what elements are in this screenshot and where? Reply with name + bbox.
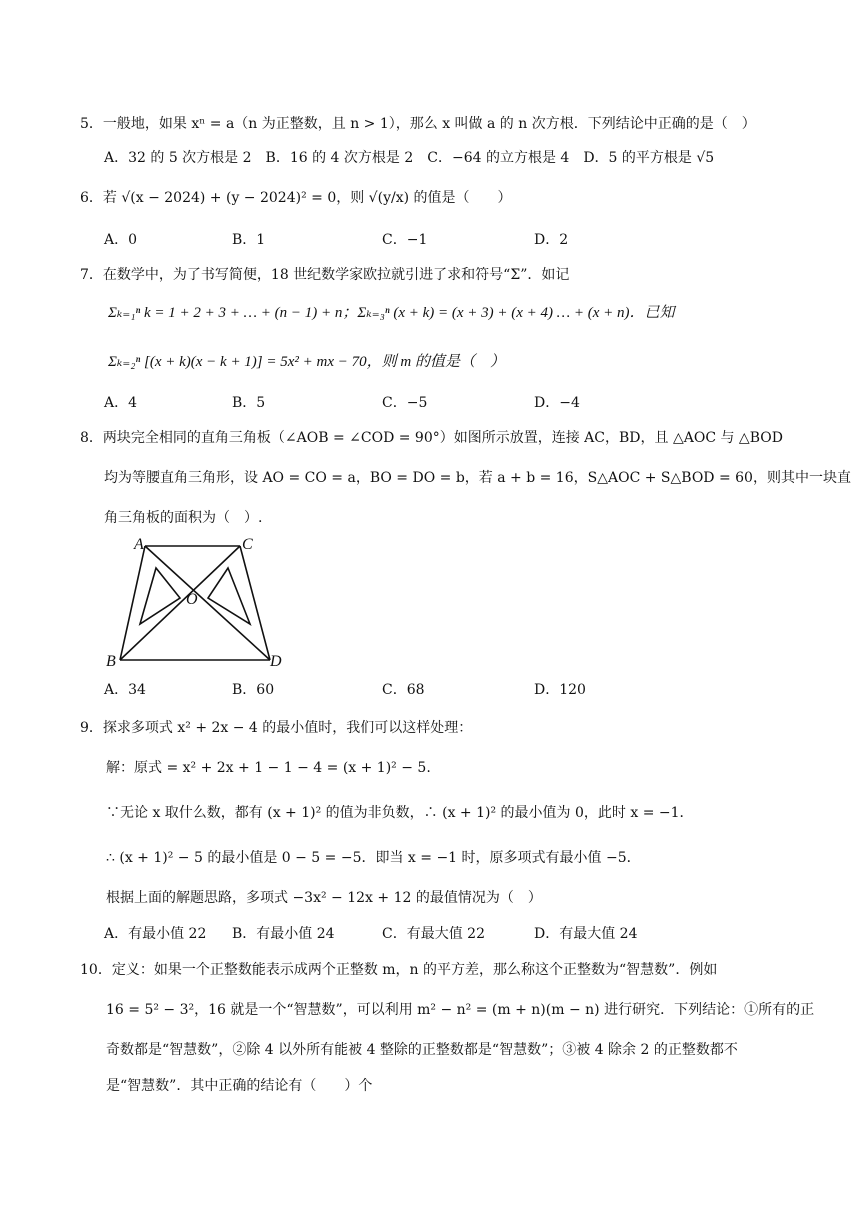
q10-stem: 10．定义：如果一个正整数能表示成两个正整数 m，n 的平方差，那么称这个正整数为“智慧数”．例如 (80, 962, 718, 978)
q7-option-d: D．−4 (534, 395, 580, 411)
q8-option-d: D．120 (534, 682, 586, 698)
q7-formula-1: Σₖ₌₁ⁿ k = 1 + 2 + 3 + … + (n − 1) + n；Σₖ₌₃ⁿ (x + k) = (x + 3) + (x + 4) … + (x + n)．已知 (108, 305, 675, 321)
left-triangle-hole (140, 568, 180, 624)
q7-option-a: A．4 (104, 395, 138, 411)
q9-option-a: A．有最小值 22 (104, 926, 207, 942)
label-a: A (134, 536, 144, 553)
q9-solution-2: ∵无论 x 取什么数，都有 (x + 1)² 的值为非负数，∴ (x + 1)² 的最小值为 0，此时 x = −1． (106, 805, 694, 821)
q9-option-d: D．有最大值 24 (534, 926, 638, 942)
q10-line-3: 奇数都是“智慧数”，②除 4 以外所有能被 4 整除的正整数都是“智慧数”；③被 4 除余 2 的正整数都不 (106, 1042, 738, 1058)
label-d: D (270, 653, 282, 670)
q10-line-2: 16 = 5² − 3²，16 就是一个“智慧数”，可以利用 m² − n² = (m + n)(m − n) 进行研究．下列结论：①所有的正 (106, 1002, 815, 1018)
line-ab (120, 546, 145, 660)
q10-line-4: 是“智慧数”．其中正确的结论有（ ）个 (106, 1078, 373, 1094)
q8-stem: 8．两块完全相同的直角三角板（∠AOB = ∠COD = 90°）如图所示放置，连接 AC，BD，且 △AOC 与 △BOD (80, 430, 783, 446)
label-c: C (242, 536, 253, 553)
q9-option-b: B．有最小值 24 (232, 926, 335, 942)
q5-stem: 5．一般地，如果 xⁿ = a（n 为正整数，且 n > 1），那么 x 叫做 a 的 n 次方根．下列结论中正确的是（ ） (80, 116, 756, 132)
q7-option-b: B．5 (232, 395, 266, 411)
q9-stem: 9．探求多项式 x² + 2x − 4 的最小值时，我们可以这样处理： (80, 720, 473, 736)
q8-line-2: 均为等腰直角三角形，设 AO = CO = a，BO = DO = b，若 a + b = 16，S△AOC + S△BOD = 60，则其中一块直 (104, 470, 851, 486)
label-b: B (106, 653, 116, 670)
right-triangle-hole (208, 568, 250, 624)
q9-solution-1: 解：原式 = x² + 2x + 1 − 1 − 4 = (x + 1)² − 5. (106, 760, 431, 776)
q6-option-d: D．2 (534, 232, 569, 248)
q6-option-a: A．0 (104, 232, 138, 248)
line-ad (145, 546, 270, 660)
q9-solution-4: 根据上面的解题思路，多项式 −3x² − 12x + 12 的最值情况为（ ） (106, 890, 542, 906)
q8-option-a: A．34 (104, 682, 146, 698)
q8-option-c: C．68 (382, 682, 425, 698)
line-cb (120, 546, 240, 660)
q5-options: A．32 的 5 次方根是 2 B．16 的 4 次方根是 2 C．−64 的立方根是 4 D．5 的平方根是 √5 (104, 150, 715, 166)
q8-triangle-figure (100, 532, 300, 672)
q6-option-b: B．1 (232, 232, 266, 248)
q7-formula-2: Σₖ₌₂ⁿ [(x + k)(x − k + 1)] = 5x² + mx − 70，则 m 的值是（ ） (108, 354, 505, 370)
q9-solution-3: ∴ (x + 1)² − 5 的最小值是 0 − 5 = −5．即当 x = −1 时，原多项式有最小值 −5． (106, 850, 641, 866)
q8-option-b: B．60 (232, 682, 275, 698)
q6-option-c: C．−1 (382, 232, 428, 248)
q8-line-3: 角三角板的面积为（ ）. (104, 510, 263, 526)
label-o: O (186, 591, 198, 608)
q6-stem: 6．若 √(x − 2024) + (y − 2024)² = 0，则 √(y/x) 的值是（ ） (80, 190, 512, 206)
q7-option-c: C．−5 (382, 395, 428, 411)
q7-stem: 7．在数学中，为了书写简便，18 世纪数学家欧拉就引进了求和符号“Σ”．如记 (80, 267, 570, 283)
q9-option-c: C．有最大值 22 (382, 926, 485, 942)
line-cd (240, 546, 270, 660)
